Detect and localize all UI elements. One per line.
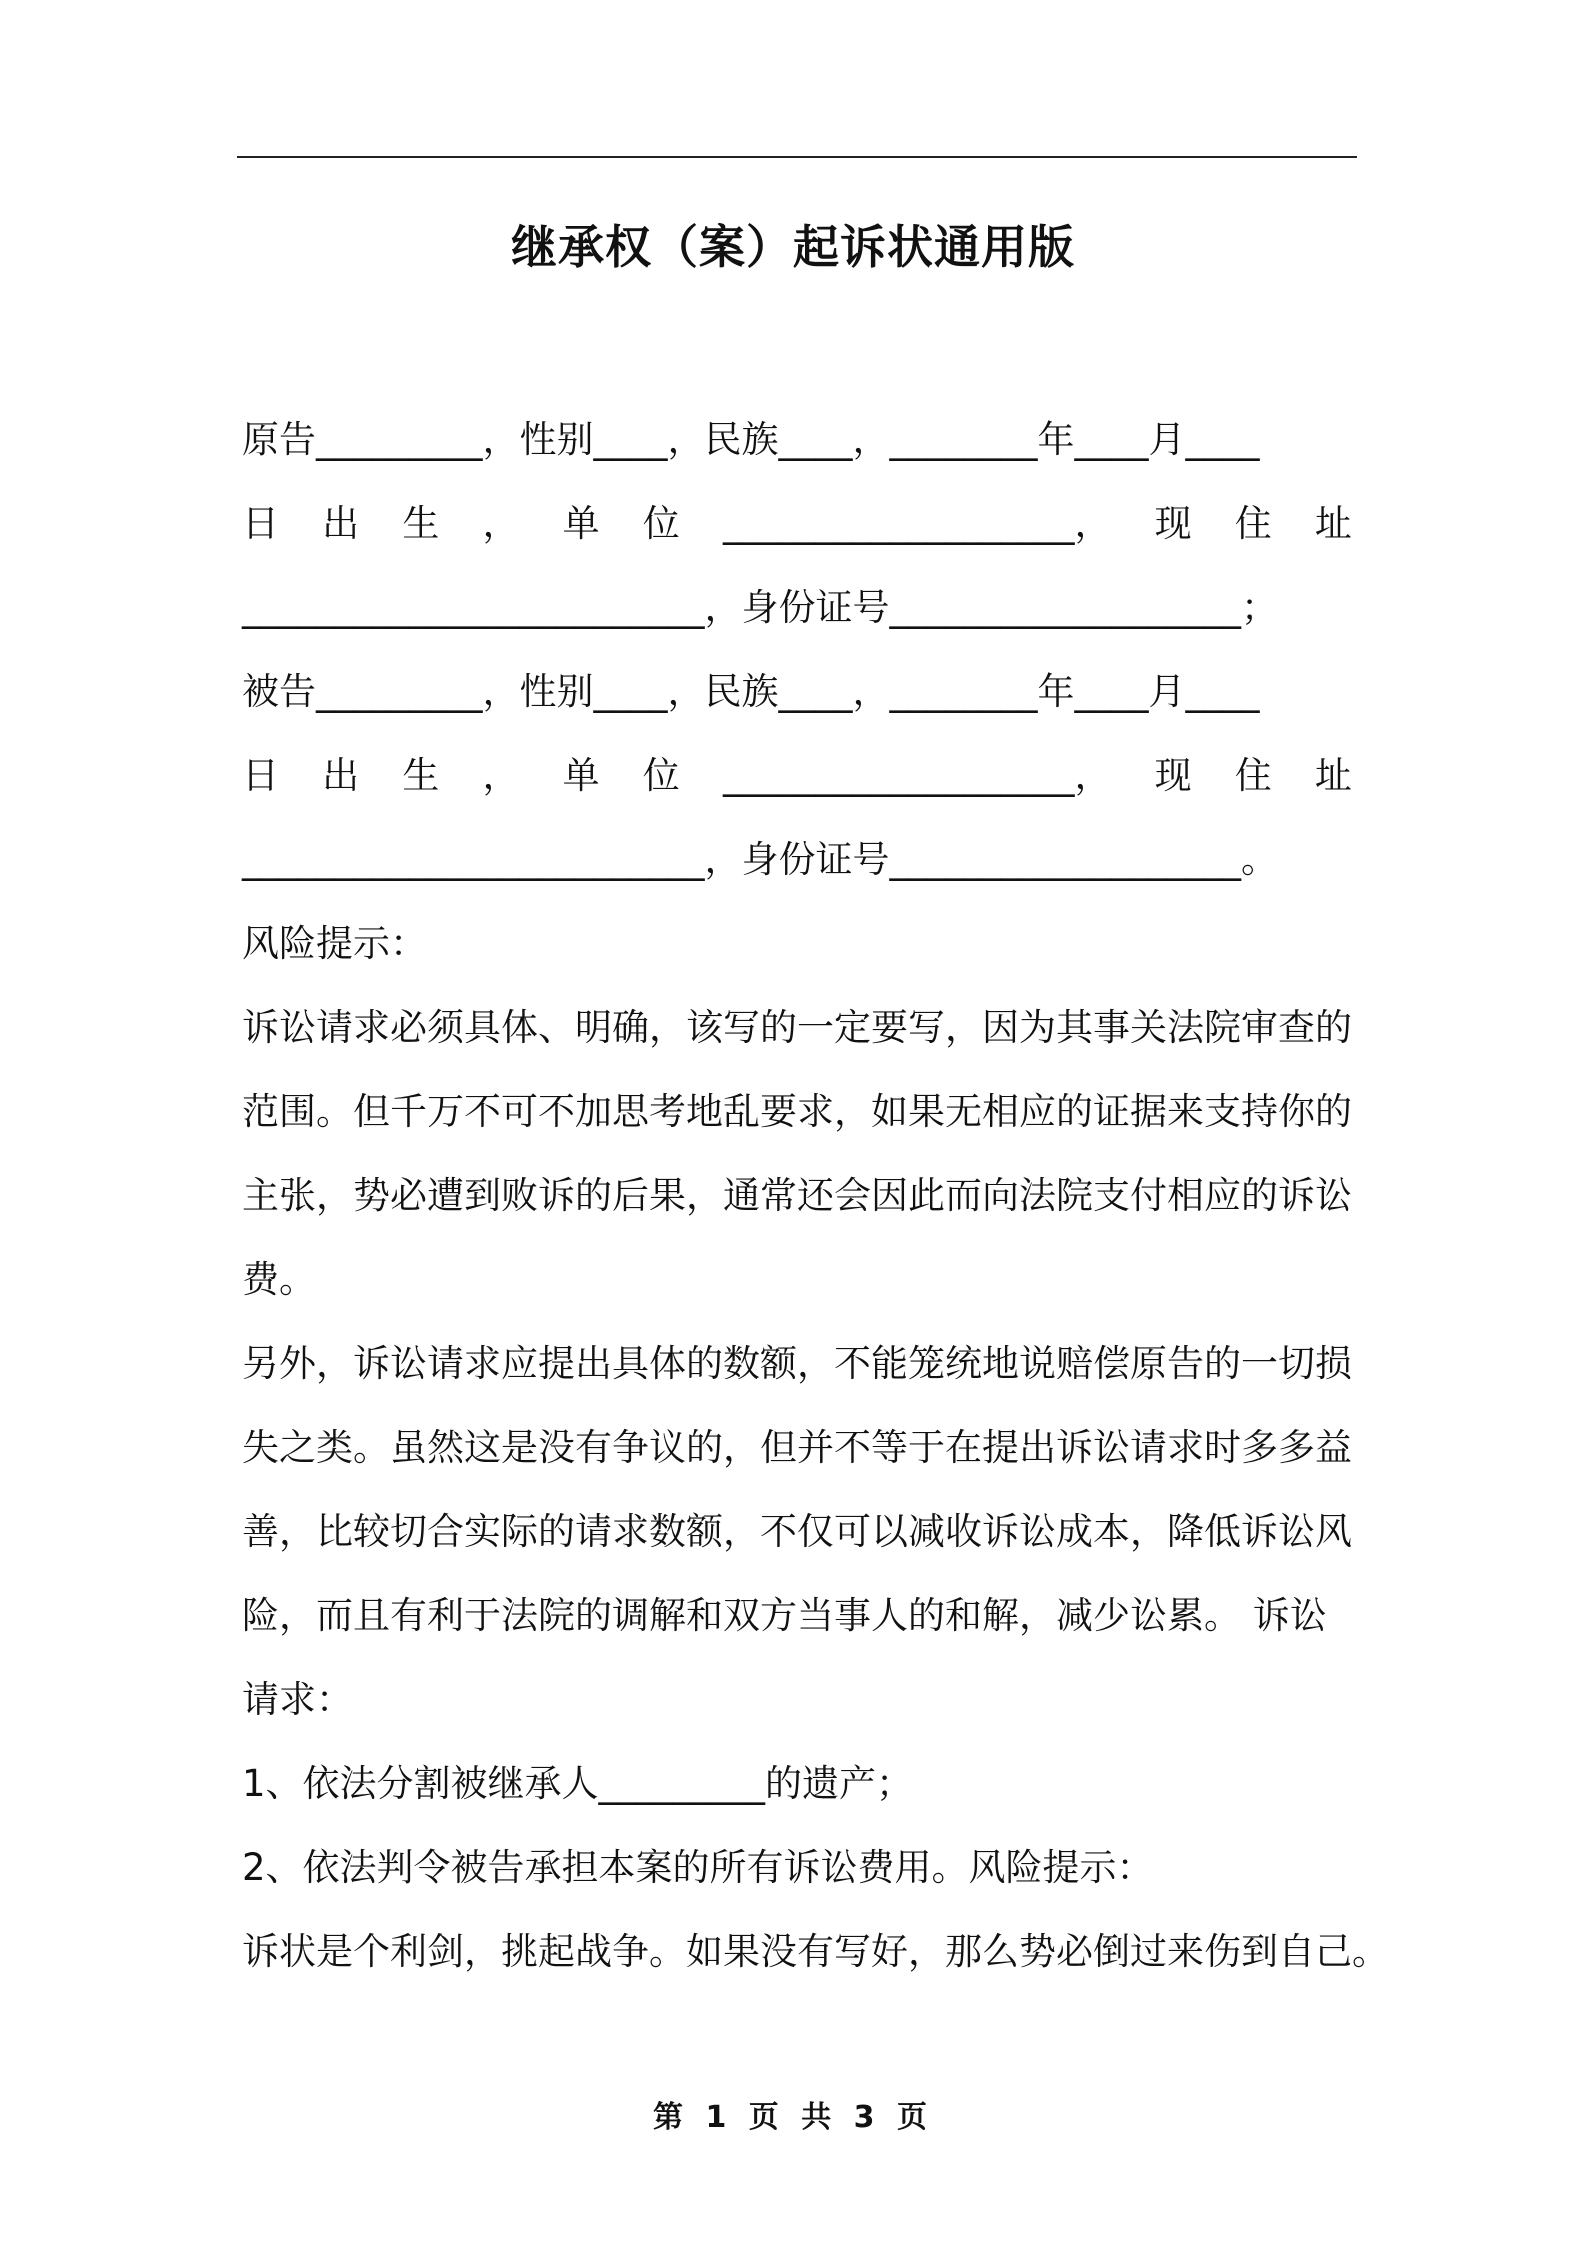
plaintiff-line-2-part: 现 <box>1154 502 1192 545</box>
defendant-line-2-part: 单 <box>562 754 600 797</box>
plaintiff-line-2 <box>242 482 1352 566</box>
defendant-line-2-part: 生 <box>402 754 440 797</box>
plaintiff-line-2-part: ， <box>482 502 520 545</box>
claim-2: 2、依法判令被告承担本案的所有诉讼费用。风险提示： <box>242 1846 1154 1889</box>
plaintiff-line-2-part: 住 <box>1234 502 1272 545</box>
defendant-line-2-part: ___________________， <box>722 754 1112 797</box>
document-title: 继承权（案）起诉状通用版 <box>511 220 1075 274</box>
plaintiff-line-3: _________________________，身份证号___________________； <box>242 586 1278 629</box>
defendant-line-2-part: 出 <box>322 754 360 797</box>
defendant-line-1: 被告_________，性别____，民族____，________年____月____ <box>242 670 1260 713</box>
plaintiff-line-1: 原告_________，性别____，民族____，________年____月____ <box>242 418 1260 461</box>
paragraph-1-line: 费。 <box>242 1258 316 1301</box>
defendant-line-2-part: 位 <box>642 754 680 797</box>
defendant-line-2-part: 住 <box>1234 754 1272 797</box>
plaintiff-line-2-part: 出 <box>322 502 360 545</box>
defendant-line-3: _________________________，身份证号___________________。 <box>242 838 1278 881</box>
paragraph-2-line: 失之类。虽然这是没有争议的，但并不等于在提出诉讼请求时多多益 <box>242 1426 1352 1469</box>
paragraph-1-line: 诉讼请求必须具体、明确，该写的一定要写，因为其事关法院审查的 <box>242 1006 1352 1049</box>
header-rule <box>237 156 1357 158</box>
risk-heading: 风险提示： <box>242 922 427 965</box>
paragraph-1-line: 主张，势必遭到败诉的后果，通常还会因此而向法院支付相应的诉讼 <box>242 1174 1352 1217</box>
closing-line: 诉状是个利剑，挑起战争。如果没有写好，那么势必倒过来伤到自己。 <box>242 1930 1389 1973</box>
plaintiff-line-2-part: 址 <box>1314 502 1352 545</box>
plaintiff-line-2-part: ___________________， <box>722 502 1112 545</box>
paragraph-2-line: 另外，诉讼请求应提出具体的数额，不能笼统地说赔偿原告的一切损 <box>242 1342 1352 1385</box>
defendant-line-2-part: 日 <box>242 754 279 797</box>
paragraph-1-line: 范围。但千万不可不加思考地乱要求，如果无相应的证据来支持你的 <box>242 1090 1352 1133</box>
claim-1: 1、依法分割被继承人_________的遗产； <box>242 1762 914 1805</box>
paragraph-2-line: 请求： <box>242 1678 353 1721</box>
paragraph-2-line: 险，而且有利于法院的调解和双方当事人的和解，减少讼累。 诉讼 <box>242 1594 1327 1637</box>
defendant-line-2 <box>242 734 1352 818</box>
plaintiff-line-2-part: 单 <box>562 502 600 545</box>
defendant-line-2-part: 址 <box>1314 754 1352 797</box>
defendant-line-2-part: ， <box>482 754 520 797</box>
defendant-line-2-part: 现 <box>1154 754 1192 797</box>
plaintiff-line-2-part: 日 <box>242 502 279 545</box>
plaintiff-line-2-part: 位 <box>642 502 680 545</box>
page-number: 第 1 页 共 3 页 <box>653 2100 933 2135</box>
plaintiff-line-2-part: 生 <box>402 502 440 545</box>
paragraph-2-line: 善，比较切合实际的请求数额，不仅可以减收诉讼成本，降低诉讼风 <box>242 1510 1352 1553</box>
